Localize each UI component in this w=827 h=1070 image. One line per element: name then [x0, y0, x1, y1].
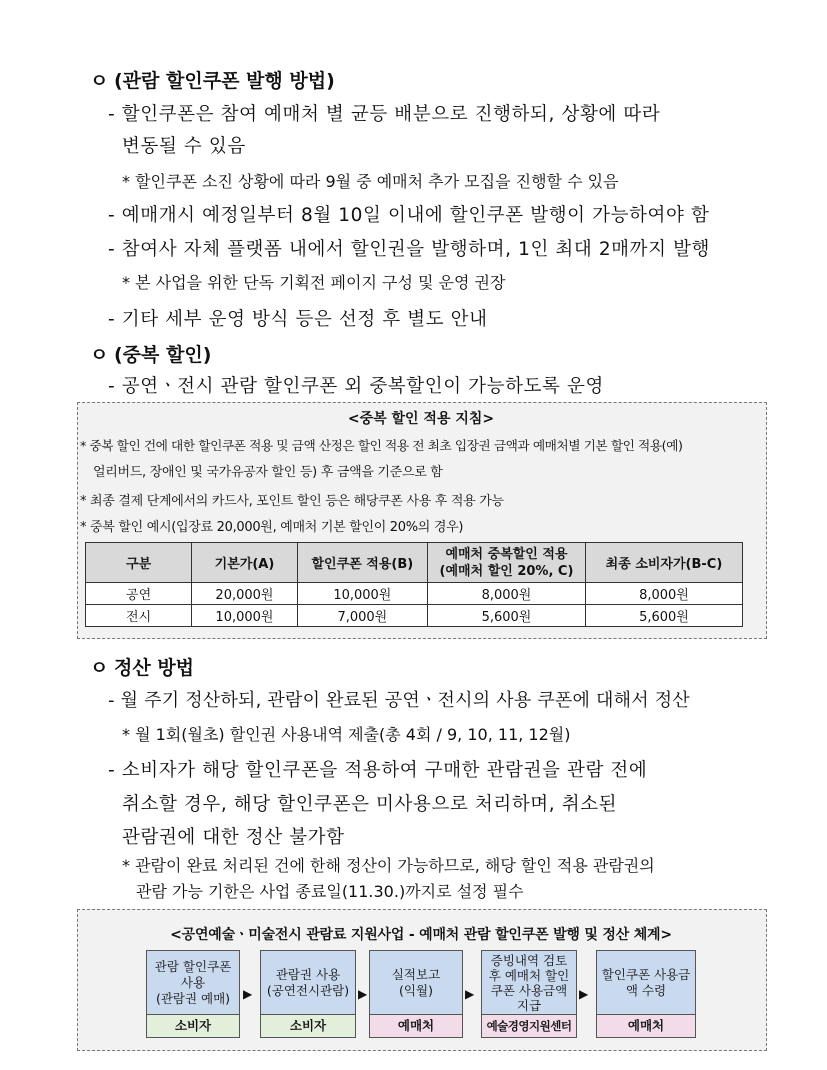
table-header: 기본가(A)	[192, 543, 298, 583]
text-line: - 기타 세부 운영 방식 등은 선정 후 별도 안내	[108, 309, 488, 330]
flow-step-text: 후 예매처 할인	[488, 967, 570, 983]
guideline-line: * 중복 할인 예시(입장료 20,000원, 예매처 기본 할인이 20%의 경우)	[80, 520, 464, 535]
table-cell: 10,000원	[192, 605, 298, 627]
flow-step-text: (공연전시관람)	[266, 982, 350, 998]
note-line: * 관람이 완료 처리된 건에 한해 정산이 가능하므로, 해당 할인 적용 관람권의	[122, 856, 655, 875]
flow-step-text: 액 수령	[625, 982, 667, 998]
table-header	[427, 543, 585, 583]
table-header-line: (예매처 할인 20%, C)	[439, 563, 574, 579]
text-line: - 월 주기 정산하되, 관람이 완료된 공연ㆍ전시의 사용 쿠폰에 대해서 정산	[108, 690, 690, 711]
text-line: 변동될 수 있음	[122, 136, 246, 157]
arrow-right-icon: ▶	[465, 987, 475, 1001]
arrow-right-icon: ▶	[579, 987, 589, 1001]
flow-step-text: 관람권 사용	[275, 966, 341, 982]
flow-tag-consumer: 소비자	[146, 1014, 240, 1038]
flow-step-receive-amount	[596, 950, 696, 1015]
guideline-line: 얼리버드, 장애인 및 국가유공자 할인 등) 후 금액을 기준으로 함	[93, 465, 443, 480]
text-line: - 참여사 자체 플랫폼 내에서 할인권을 발행하며, 1인 최대 2매까지 발행	[108, 239, 711, 260]
flow-step-text: 할인쿠폰 사용금	[601, 966, 691, 982]
flow-step-text: 지급	[516, 997, 542, 1013]
table-cell: 5,600원	[427, 605, 585, 627]
flow-step-text: 관람 할인쿠폰	[154, 958, 232, 974]
text-line: - 공연ㆍ전시 관람 할인쿠폰 외 중복할인이 가능하도록 운영	[108, 376, 604, 397]
note-line: * 할인쿠폰 소진 상황에 따라 9월 중 예매처 추가 모집을 진행할 수 있음	[122, 172, 619, 191]
flow-tag-ticketing-site: 예매처	[369, 1014, 463, 1038]
table-cell: 20,000원	[192, 583, 298, 605]
flow-step-text: 실적보고	[391, 966, 441, 982]
text-line: - 할인쿠폰은 참여 예매처 별 균등 배분으로 진행하되, 상황에 따라	[108, 104, 661, 125]
table-cell: 8,000원	[427, 583, 585, 605]
arrow-right-icon: ▶	[358, 987, 368, 1001]
table-header: 구분	[86, 543, 192, 583]
guideline-line: * 중복 할인 건에 대한 할인쿠폰 적용 및 금액 산정은 할인 적용 전 최초 입장권 금액과 예매처별 기본 할인 적용(예)	[80, 438, 683, 453]
table-cell: 7,000원	[297, 605, 427, 627]
guideline-title: <중복 할인 적용 지침>	[347, 411, 495, 427]
flow-step-coupon-use	[146, 950, 240, 1015]
table-header-line: 예매처 중복할인 적용	[445, 546, 568, 562]
table-row	[86, 605, 743, 627]
table-row	[86, 583, 743, 605]
section-title-duplicate: (중복 할인)	[114, 344, 212, 366]
flow-title: <공연예술ㆍ미술전시 관람료 지원사업 - 예매처 관람 할인쿠폰 발행 및 정산 체계>	[170, 927, 672, 943]
table-header: 최종 소비자가(B-C)	[585, 543, 742, 583]
section-title-settlement: 정산 방법	[114, 657, 195, 679]
table-cell: 10,000원	[297, 583, 427, 605]
arrow-right-icon: ▶	[243, 987, 253, 1001]
discount-example-table	[85, 542, 743, 627]
table-cell: 공연	[86, 583, 192, 605]
table-cell: 전시	[86, 605, 192, 627]
flow-step-text: 증빙내역 검토	[490, 952, 568, 968]
flow-step-ticket-use	[260, 950, 356, 1015]
section-title-issuance: (관람 할인쿠폰 발행 방법)	[114, 70, 335, 92]
text-line: 관람권에 대한 정산 불가함	[122, 827, 345, 848]
bullet-2: ㅇ	[90, 344, 109, 366]
flow-tag-consumer: 소비자	[260, 1014, 356, 1038]
bullet-1: ㅇ	[90, 70, 109, 92]
flow-step-text: (익월)	[399, 982, 433, 998]
note-line: * 본 사업을 위한 단독 기획전 페이지 구성 및 운영 권장	[122, 273, 506, 292]
bullet-3: ㅇ	[90, 657, 109, 679]
table-cell: 8,000원	[585, 583, 742, 605]
flow-step-report	[369, 950, 463, 1015]
text-line: - 소비자가 해당 할인쿠폰을 적용하여 구매한 관람권을 관람 전에	[108, 760, 648, 781]
flow-tag-arts-center: 예술경영지원센터	[481, 1014, 577, 1038]
flow-tag-ticketing-site: 예매처	[596, 1014, 696, 1038]
flow-step-text: 쿠폰 사용금액	[490, 982, 568, 998]
flow-step-text: (관람권 예매)	[155, 990, 231, 1006]
text-line: 취소할 경우, 해당 할인쿠폰은 미사용으로 처리하며, 취소된	[122, 794, 618, 815]
table-header: 할인쿠폰 적용(B)	[297, 543, 427, 583]
table-cell: 5,600원	[585, 605, 742, 627]
note-line: * 월 1회(월초) 할인권 사용내역 제출(총 4회 / 9, 10, 11, 12월)	[122, 725, 571, 744]
text-line: - 예매개시 예정일부터 8월 10일 이내에 할인쿠폰 발행이 가능하여야 함	[108, 205, 710, 226]
guideline-line: * 최종 결제 단계에서의 카드사, 포인트 할인 등은 해당쿠폰 사용 후 적용 가능	[80, 494, 504, 509]
flow-step-text: 사용	[180, 974, 206, 990]
flow-step-review-payment	[481, 950, 577, 1015]
note-line: 관람 가능 기한은 사업 종료일(11.30.)까지로 설정 필수	[136, 882, 524, 901]
